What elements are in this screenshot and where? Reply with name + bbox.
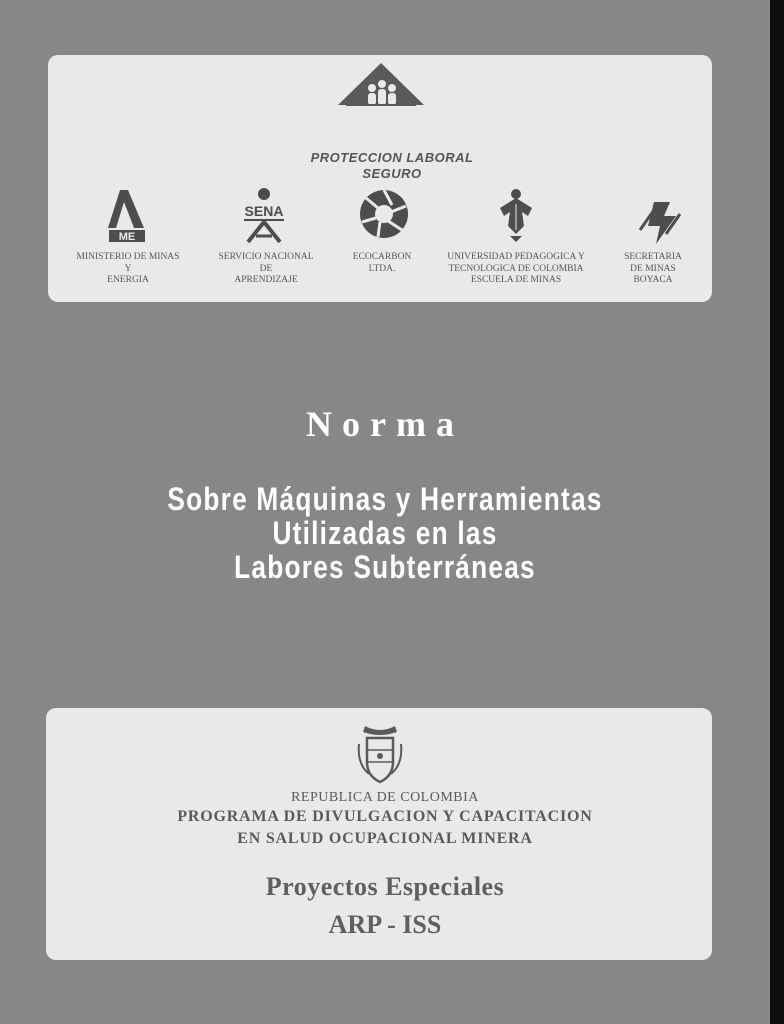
org-label-ministerio: MINISTERIO DE MINAS Y ENERGIA [76,252,180,285]
republic-line: REPUBLICA DE COLOMBIA [291,790,479,805]
ame-logo-icon [106,188,148,244]
ecocarbon-aperture-icon [358,188,410,240]
document-subtitle: Sobre Máquinas y Herramientas Utilizadas en las Labores Subterráneas [167,481,603,585]
sena-logo-text: SENA [244,203,284,219]
colombia-coat-of-arms-icon [355,724,405,784]
secretaria-minas-logo-icon [636,200,684,246]
scan-edge [770,0,784,1024]
sena-logo-icon [236,186,292,244]
people-triangle-icon [336,60,426,120]
brand-line-1: PROTECCION LABORAL [310,150,474,165]
project-line-2: ARP - ISS [328,910,442,939]
university-eagle-crest-icon [496,186,536,244]
brand-line-2: SEGURO [362,166,422,181]
org-label-secretaria: SECRETARIA DE MINAS BOYACA [624,252,682,285]
org-label-universidad: UNIVERSIDAD PEDAGOGICA Y TECNOLOGICA DE COLOMBIA ESCUELA DE MINAS [447,252,585,285]
org-label-sena: SERVICIO NACIONAL DE APRENDIZAJE [218,252,314,285]
program-line-1: PROGRAMA DE DIVULGACION Y CAPACITACION [177,808,593,825]
document-title: Norma [306,404,464,444]
program-line-2: EN SALUD OCUPACIONAL MINERA [237,830,533,847]
org-label-ecocarbon: ECOCARBON LTDA. [352,252,412,274]
svg-text:ME: ME [118,231,136,243]
project-line-1: Proyectos Especiales [265,872,505,901]
